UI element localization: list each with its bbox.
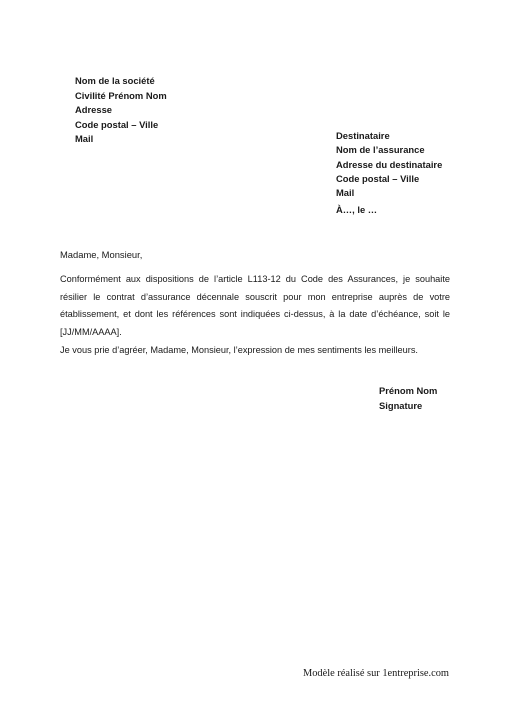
recipient-label: Destinataire bbox=[336, 130, 390, 141]
sender-block bbox=[75, 74, 167, 147]
body-paragraph-termination: Conformément aux dispositions de l’article L113-12 du Code des Assurances, je souhaite résilier le contrat d’assurance décennale souscrit pour mon entreprise auprès de votre établissement, et dont les références sont indiquées ci-dessus, à la date d’échéance, soit le [JJ/MM/AAAA]. bbox=[60, 274, 450, 337]
footer-credit: Modèle réalisé sur 1entreprise.com bbox=[303, 668, 449, 679]
recipient-insurer: Nom de l’assurance bbox=[336, 144, 425, 156]
recipient-mail: Mail bbox=[336, 187, 355, 199]
sender-postal-city: Code postal – Ville bbox=[75, 118, 159, 130]
sender-name: Civilité Prénom Nom bbox=[75, 89, 167, 101]
sender-address: Adresse bbox=[75, 104, 113, 115]
salutation: Madame, Monsieur, bbox=[60, 249, 143, 260]
signature-block bbox=[379, 383, 437, 413]
recipient-address: Adresse du destinataire bbox=[336, 158, 443, 170]
sender-mail: Mail bbox=[75, 133, 94, 144]
recipient-postal-city: Code postal – Ville bbox=[336, 172, 420, 184]
place-date: À…, le … bbox=[336, 204, 378, 215]
sender-company: Nom de la société bbox=[75, 75, 155, 86]
recipient-block bbox=[336, 129, 442, 200]
body-paragraph-closing-formula: Je vous prie d’agréer, Madame, Monsieur, l’expression de mes sentiments les meilleurs. bbox=[60, 345, 418, 355]
signature-name: Prénom Nom bbox=[379, 385, 438, 396]
signature-label: Signature bbox=[379, 400, 423, 411]
